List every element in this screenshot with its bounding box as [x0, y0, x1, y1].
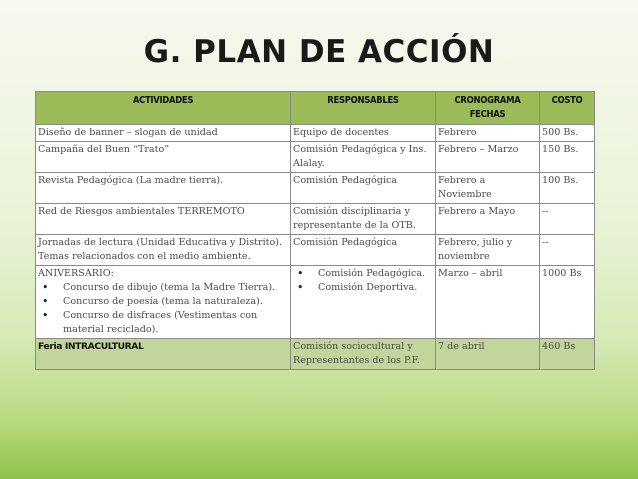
page-title: G. PLAN DE ACCIÓN [143, 34, 495, 70]
table-row [36, 204, 595, 235]
aniversario-list [38, 281, 288, 337]
cell-responsable: Comisión disciplinaria y representante de la OTB. [291, 204, 436, 235]
list-item: • Concurso de dibujo (tema la Madre Tierra). [38, 281, 288, 295]
cell-costo: 500 Bs. [540, 125, 595, 142]
header-costo: COSTO [540, 92, 595, 125]
cell-costo: 150 Bs. [540, 142, 595, 173]
list-item: • Comisión Pedagógica. [293, 267, 433, 281]
header-actividades: ACTIVIDADES [36, 92, 291, 125]
cell-fecha: Febrero [436, 125, 540, 142]
list-item: • Concurso de poesía (tema la naturaleza). [38, 295, 288, 309]
cell-actividad: Diseño de banner – slogan de unidad [36, 125, 291, 142]
cell-responsable: Comisión Pedagógica y Ins. Alalay. [291, 142, 436, 173]
table-row [36, 173, 595, 204]
cell-actividad: Red de Riesgos ambientales TERREMOTO [36, 204, 291, 235]
cell-fecha: Febrero, julio y noviembre [436, 235, 540, 266]
cell-costo: 460 Bs [540, 339, 595, 370]
cell-actividad-aniversario [36, 266, 291, 339]
table-row [36, 125, 595, 142]
cell-responsable: Comisión sociocultural y Representantes de los P.F. [291, 339, 436, 370]
cell-responsable: Comisión Pedagógica [291, 173, 436, 204]
cell-actividad: Jornadas de lectura (Unidad Educativa y Distrito). Temas relacionados con el medio ambiente. [36, 235, 291, 266]
table-row [36, 235, 595, 266]
cell-actividad: Feria INTRACULTURAL [36, 339, 291, 370]
cell-costo: 100 Bs. [540, 173, 595, 204]
header-responsables: RESPONSABLES [291, 92, 436, 125]
responsables-list [293, 267, 433, 295]
list-item: • Concurso de disfraces (Vestimentas con material reciclado). [38, 309, 288, 337]
cell-responsable-aniversario [291, 266, 436, 339]
cell-actividad: Revista Pedagógica (La madre tierra). [36, 173, 291, 204]
cell-fecha: Febrero – Marzo [436, 142, 540, 173]
cell-fecha: 7 de abril [436, 339, 540, 370]
cell-fecha: Febrero a Noviembre [436, 173, 540, 204]
cell-costo: -- [540, 204, 595, 235]
table-row-aniversario [36, 266, 595, 339]
header-row [36, 92, 595, 125]
table-row-feria [36, 339, 595, 370]
cell-responsable: Comisión Pedagógica [291, 235, 436, 266]
cell-fecha: Marzo – abril [436, 266, 540, 339]
action-plan-table [35, 91, 595, 370]
header-cronograma: CRONOGRAMA FECHAS [436, 92, 540, 125]
cell-costo: 1000 Bs [540, 266, 595, 339]
list-item: • Comisión Deportiva. [293, 281, 433, 295]
table-row [36, 142, 595, 173]
cell-actividad: Campaña del Buen “Trato” [36, 142, 291, 173]
cell-fecha: Febrero a Mayo [436, 204, 540, 235]
aniversario-heading: ANIVERSARIO: [38, 268, 114, 279]
cell-costo: -- [540, 235, 595, 266]
cell-responsable: Equipo de docentes [291, 125, 436, 142]
